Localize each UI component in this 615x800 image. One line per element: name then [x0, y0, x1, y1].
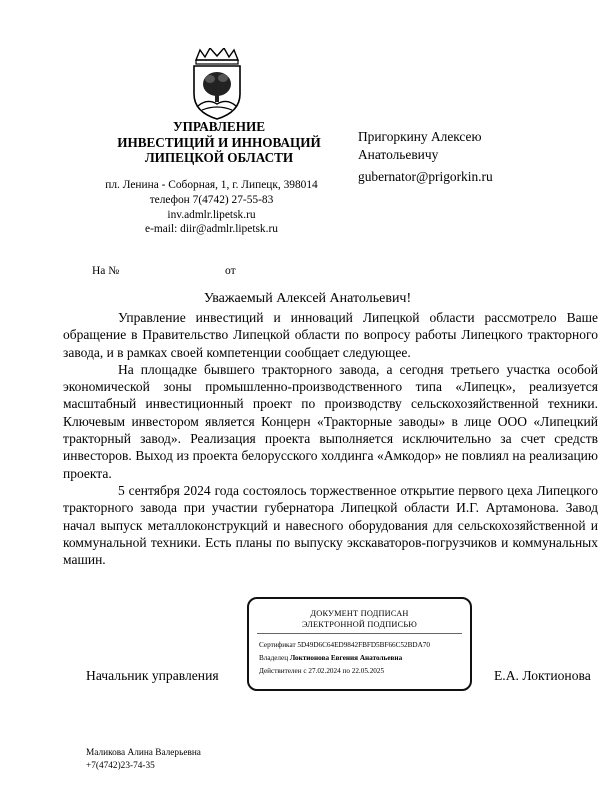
stamp-owner-label: Владелец: [259, 654, 289, 662]
stamp-divider: [257, 633, 462, 634]
stamp-valid-to: 22.05.2025: [351, 667, 385, 675]
recipient-line-1: Пригоркину Алексею: [358, 129, 482, 144]
stamp-title-line-2: ЭЛЕКТРОННОЙ ПОДПИСЬЮ: [301, 620, 418, 629]
organization-contacts: [84, 178, 339, 237]
stamp-valid-from: 27.02.2024: [308, 667, 341, 675]
paragraph-2: На площадке бывшего тракторного завода, а сегодня третьего участка особой экономической зоны промышленно-производственного типа «Липецк», реализуется масштабный инвестиционный проект по производству сельскохозяйственной техники. Ключевым инвестором является Концерн «Тракторные заводы» в лице ООО «Липецкий тракторный завод». Реализация проекта выполняется исключительно за счет средств инвесторов. Выход из проекта белорусского холдинга «Амкодор» не повлиял на реализацию проекта.: [63, 361, 598, 481]
stamp-validity-row: [259, 667, 384, 675]
phone: телефон 7(4742) 27-55-83: [149, 193, 274, 206]
stamp-title: [249, 608, 470, 630]
paragraph-1: Управление инвестиций и инноваций Липецкой области рассмотрело Ваше обращение в Правительство Липецкой области по вопросу работы Липецкого тракторного завода, и в рамках своей компетенции сообщает следующее.: [63, 310, 598, 360]
reference-number-label: На №: [92, 265, 120, 277]
paragraph-3: 5 сентября 2024 года состоялось торжественное открытие первого цеха Липецкого тракторного завода при участии губернатора Липецкой области И.Г. Артамонова. Завод начал выпуск металлоконструкций и навесного оборудования для сельскохозяйственной и коммунальной техники. Есть планы по выпуску экскаваторов-погрузчиков и коммунальных машин.: [63, 482, 598, 568]
greeting: Уважаемый Алексей Анатольевич!: [203, 291, 412, 306]
stamp-owner-row: [259, 654, 402, 662]
org-line-1: УПРАВЛЕНИЕ: [172, 119, 266, 134]
executor-name: Маликова Алина Валерьевна: [86, 748, 201, 758]
signatory-position: Начальник управления: [86, 668, 219, 683]
org-line-2: ИНВЕСТИЦИЙ И ИННОВАЦИЙ: [117, 134, 321, 150]
electronic-signature-stamp: [247, 597, 472, 691]
stamp-valid-label: Действителен с: [259, 667, 307, 675]
executor-info: [86, 747, 201, 772]
stamp-valid-to-label: по: [342, 667, 350, 675]
org-email: e-mail: diir@admlr.lipetsk.ru: [145, 223, 278, 236]
coat-of-arms-emblem: [190, 48, 244, 120]
recipient-email: gubernator@prigorkin.ru: [358, 169, 493, 184]
org-line-3: ЛИПЕЦКОЙ ОБЛАСТИ: [144, 150, 294, 165]
reference-date-label: от: [225, 265, 236, 277]
stamp-certificate: Сертификат 5D49D6C64ED9842FBFD5BF66C52BDA70: [259, 641, 430, 649]
recipient-name: [358, 128, 481, 164]
signatory-name: Е.А. Локтионова: [494, 668, 591, 683]
address: пл. Ленина - Соборная, 1, г. Липецк, 398014: [105, 179, 318, 191]
recipient-line-2: Анатольевичу: [358, 147, 439, 162]
stamp-owner: Локтионова Евгения Анатольевна: [289, 654, 403, 662]
executor-phone: +7(4742)23-74-35: [86, 760, 155, 771]
letter-body: [63, 309, 598, 568]
organization-name: [110, 119, 328, 166]
website: inv.admlr.lipetsk.ru: [167, 208, 256, 221]
stamp-title-line-1: ДОКУМЕНТ ПОДПИСАН: [310, 609, 409, 618]
